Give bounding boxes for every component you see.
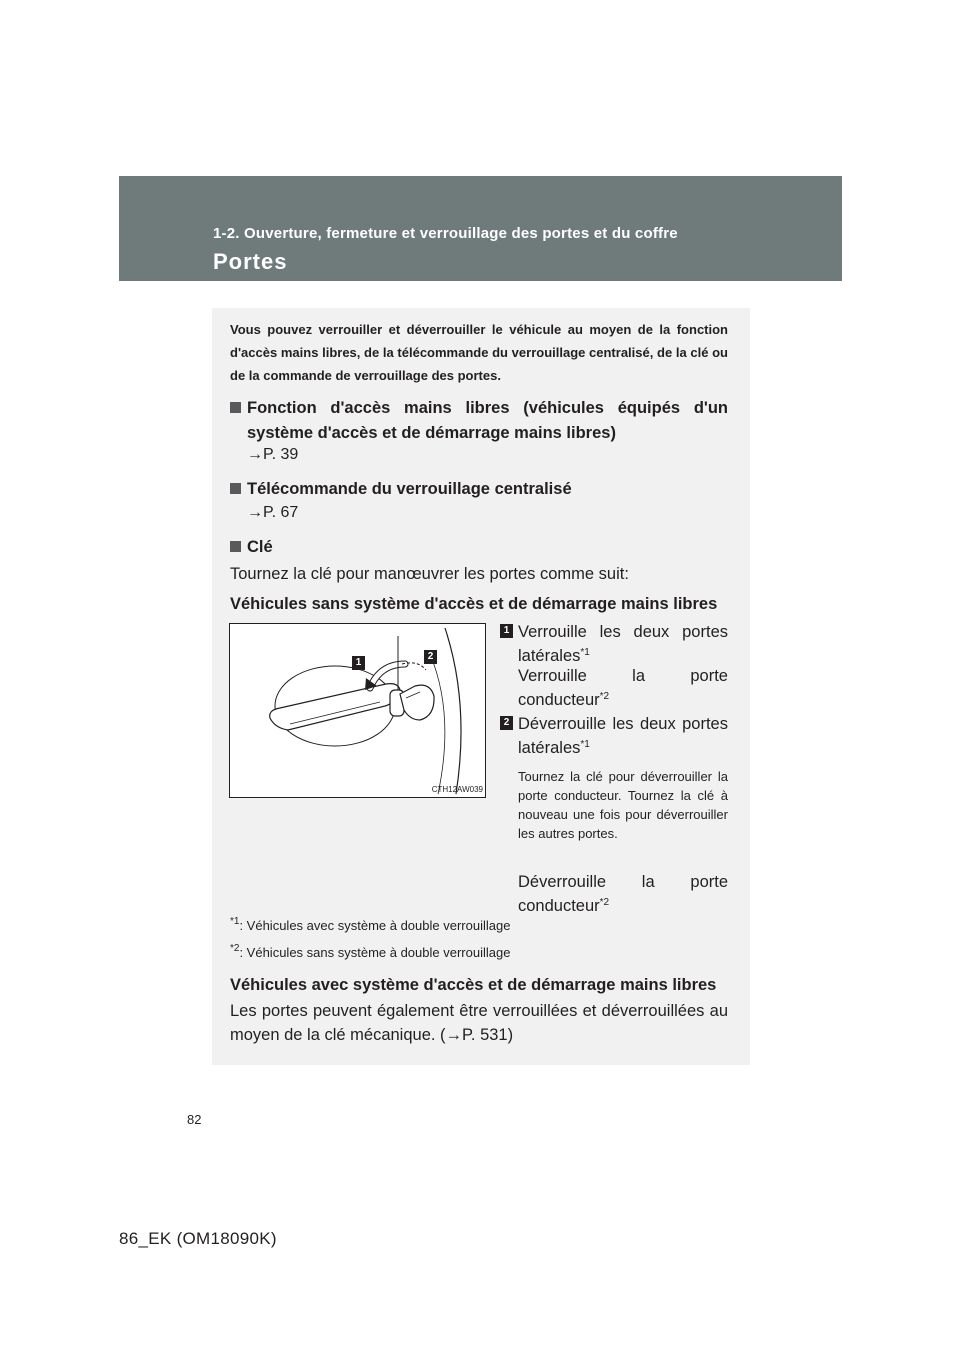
square-bullet-icon xyxy=(230,402,241,413)
subhead-smart-entry: Fonction d'accès mains libres (véhicules équipés d'un système d'accès et de démarrage mains libres) xyxy=(230,396,728,446)
list-badge-1: 1 xyxy=(500,624,513,638)
footnote-2: $^{*2}$: Véhicules sans système à double verrouillage xyxy=(230,943,511,960)
footnote-1: $^{*1}$: Véhicules avec système à double verrouillage xyxy=(230,916,511,933)
item2-note: Tournez la clé pour déverrouiller la porte conducteur. Tournez la clé à nouveau une fois pour déverrouiller les autres portes. xyxy=(518,769,728,841)
with-system-title: Véhicules avec système d'accès et de démarrage mains libres xyxy=(230,976,717,994)
figure-badge-2: 2 xyxy=(424,650,437,664)
without-system-title: Véhicules sans système d'accès et de démarrage mains libres xyxy=(230,595,718,613)
door-handle-figure xyxy=(229,623,486,798)
figure-badge-1: 1 xyxy=(352,656,365,670)
item2-unlock-driver: Déverrouille la porte conducteur$^{*2}$ xyxy=(518,873,728,915)
square-bullet-icon xyxy=(230,541,241,552)
item1-lock-driver: Verrouille la porte conducteur$^{*2}$ xyxy=(518,667,728,709)
page-number: 82 xyxy=(187,1112,202,1127)
section-title: 1-2. Ouverture, fermeture et verrouillage des portes et du coffre xyxy=(213,225,678,242)
with-system-text: Les portes peuvent également être verrouillées et déverrouillées au moyen de la clé mécanique. (→P. 531) xyxy=(230,1002,728,1044)
subhead-key: Clé xyxy=(230,535,728,560)
ref-smart-entry: →P. 39 xyxy=(247,446,299,463)
item1-lock-both: Verrouille les deux portes latérales$^{*1}$ xyxy=(518,623,728,665)
door-handle-key-illustration xyxy=(230,624,485,797)
page-heading: Portes xyxy=(213,249,288,274)
list-badge-2: 2 xyxy=(500,716,513,730)
figure-code: CTH12AW039 xyxy=(431,785,483,794)
ref-remote: →P. 67 xyxy=(247,504,299,521)
subhead-remote: Télécommande du verrouillage centralisé xyxy=(230,477,728,502)
item2-unlock-both: Déverrouille les deux portes latérales$^{*1}$ xyxy=(518,715,728,757)
square-bullet-icon xyxy=(230,483,241,494)
intro-paragraph: Vous pouvez verrouiller et déverrouiller le véhicule au moyen de la fonction d'accès mains libres, de la télécommande du verrouillage centralisé, de la clé ou de la commande de verrouillage des portes. xyxy=(230,322,728,383)
key-intro: Tournez la clé pour manœuvrer les portes comme suit: xyxy=(230,565,629,583)
document-code: 86_EK (OM18090K) xyxy=(119,1229,277,1248)
